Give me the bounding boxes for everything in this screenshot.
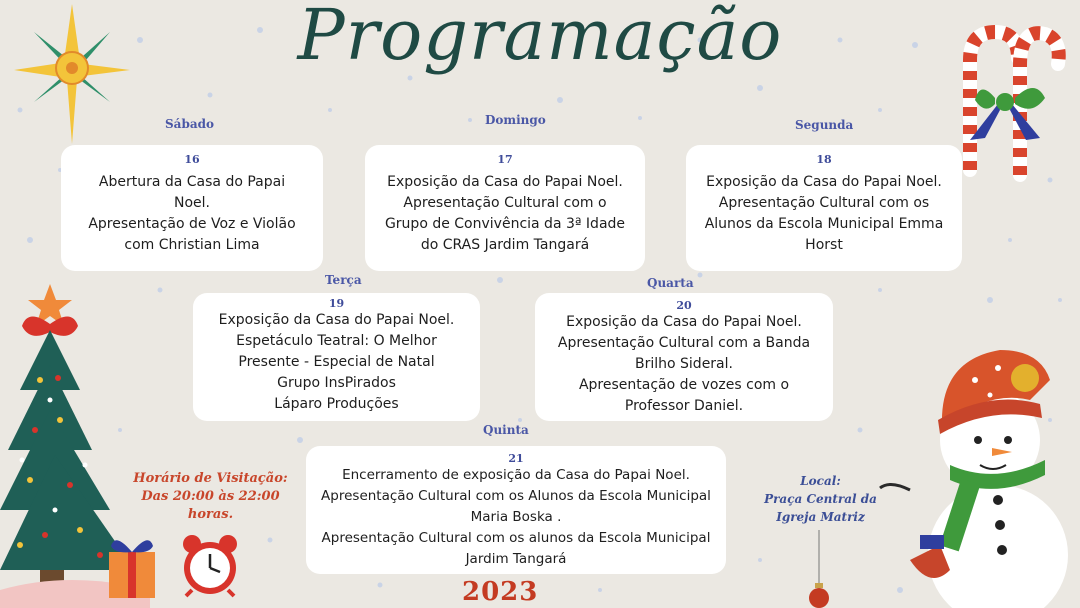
day-label-thursday: Quinta <box>483 423 529 437</box>
day-label-sunday: Domingo <box>485 113 546 127</box>
ornament-icon <box>806 530 832 608</box>
event-description: Exposição da Casa do Papai Noel. Apresentação Cultural com o Grupo de Convivência da 3ª Idade do CRAS Jardim Tangará <box>384 174 626 253</box>
day-label-monday: Segunda <box>795 118 854 132</box>
day-label-saturday: Sábado <box>165 117 215 131</box>
event-description: Exposição da Casa do Papai Noel. Apresentação Cultural com os Alunos da Escola Municipal Emma Horst <box>704 174 944 253</box>
event-description: Abertura da Casa do Papai Noel. Apresentação de Voz e Violão com Christian Lima <box>88 174 296 253</box>
event-description: Exposição da Casa do Papai Noel. Apresentação Cultural com a Banda Brilho Sideral. Apresentação de vozes com o Professor Daniel. <box>557 314 811 414</box>
date-number: 20 <box>676 299 692 312</box>
event-description: Exposição da Casa do Papai Noel. Espetáculo Teatral: O Melhor Presente - Especial de Natal Grupo InsPirados Láparo Produções <box>218 312 455 412</box>
schedule-card-20 <box>535 293 833 421</box>
schedule-card-17 <box>365 145 645 271</box>
snowman-icon <box>880 340 1080 608</box>
date-number: 19 <box>328 297 345 310</box>
page-title: Programação <box>297 0 783 76</box>
alarm-clock-icon <box>178 532 242 598</box>
star-icon <box>12 2 132 147</box>
schedule-card-16 <box>61 145 323 271</box>
day-label-tuesday: Terça <box>325 273 362 287</box>
gift-icon <box>105 530 160 600</box>
schedule-card-21 <box>306 446 726 574</box>
event-description: Encerramento de exposição da Casa do Papai Noel. Apresentação Cultural com os Alunos da Escola Municipal Maria Boska . Apresentação Cultural com os alunos da Escola Municipal Jardim Tangará <box>321 467 711 567</box>
day-label-wednesday: Quarta <box>647 276 694 290</box>
date-number: 21 <box>508 452 524 465</box>
schedule-card-18 <box>686 145 962 271</box>
schedule-card-19 <box>193 293 480 421</box>
year: 2023 <box>462 577 539 607</box>
location: Local: Praça Central da Igreja Matriz <box>764 474 877 524</box>
date-number: 18 <box>816 153 832 166</box>
date-number: 16 <box>184 153 200 166</box>
visiting-hours: Horário de Visitação: Das 20:00 às 22:00 horas. <box>133 471 288 522</box>
date-number: 17 <box>497 153 513 166</box>
